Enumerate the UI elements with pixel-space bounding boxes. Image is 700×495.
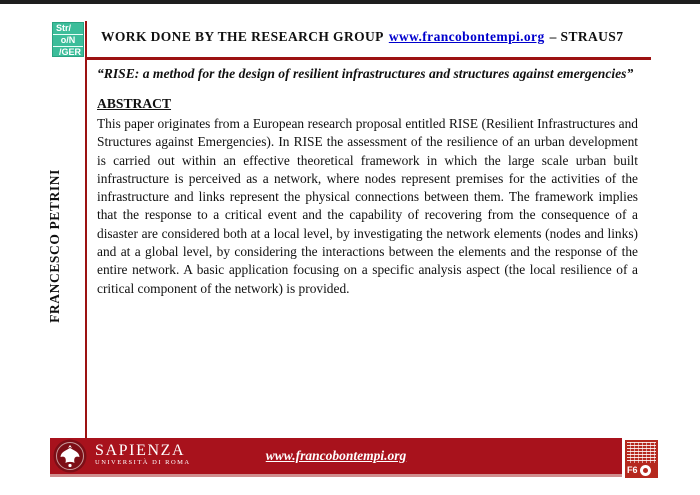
- abstract-text: This paper originates from a European research proposal entitled RISE (Resilient Infrastructures and Structures against Emergencies). In RISE the assessment of the resilience of an urban development is carried out within an effective theoretical framework in which the large scale urban built infrastructure is perceived as a network, where nodes represent premises for the activities of the infrastructure and links represent the physical connections between them. The framework implies that the response to a critical event and the capability of recovering from the consequence of a disaster are considered both at a local level, by investigating the network elements (nodes and links) and at a global level, by considering the interactions between the elements and the response of the entire network. A basic application focusing on a specific analysis aspect (the local resilience of a critical component of the network) is provided.: [97, 116, 638, 296]
- logo-line-3: /GER: [58, 47, 81, 57]
- header-suffix: – STRAUS7: [549, 29, 624, 44]
- left-red-rule: [85, 21, 87, 438]
- paper-title: “RISE: a method for the design of resilient infrastructures and structures against emergencies”: [97, 66, 634, 81]
- author-name-vertical: FRANCESCO PETRINI: [47, 169, 62, 323]
- seal-circle: [640, 465, 651, 476]
- logo-line-2: o/N: [53, 35, 83, 47]
- seal-letters: F6: [627, 465, 638, 475]
- fbo-seal-stamp-icon: [625, 440, 658, 478]
- abstract-heading: ABSTRACT: [97, 96, 172, 111]
- main-content: [97, 64, 638, 298]
- top-border: [0, 0, 700, 4]
- stronger-logo: [52, 22, 84, 57]
- header-website-link[interactable]: www.francobontempi.org: [388, 29, 545, 44]
- seal-pattern: [627, 442, 656, 463]
- header-title-text: WORK DONE BY THE RESEARCH GROUP: [101, 29, 384, 44]
- sapienza-name: SAPIENZA: [95, 442, 186, 459]
- footer-band: [50, 438, 622, 477]
- footer-website-link[interactable]: www.francobontempi.org: [265, 448, 407, 463]
- header-title: [101, 29, 661, 45]
- header-red-rule: [85, 57, 651, 60]
- logo-line-1: Str/: [53, 23, 83, 35]
- sapienza-subtitle: UNIVERSITÀ DI ROMA: [95, 459, 191, 466]
